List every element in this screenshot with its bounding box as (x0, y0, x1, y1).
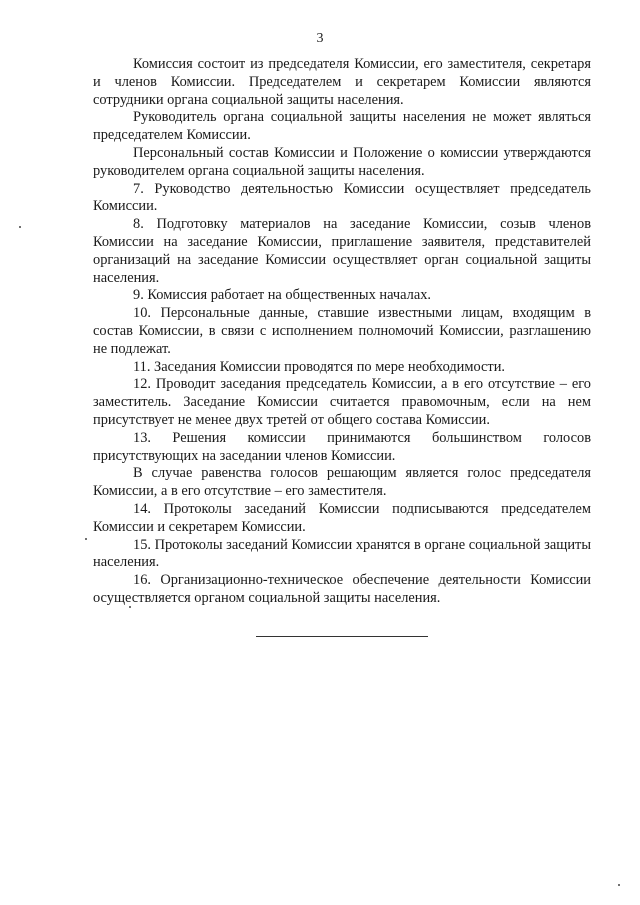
paragraph-item-8: 8. Подготовку материалов на заседание Комиссии, созыв членов Комиссии на заседание Комиссии, приглашение заявителя, представителей организаций на заседание Комиссии осуществляет орган социальной защиты населения. (93, 216, 591, 286)
paragraph-item-11: 11. Заседания Комиссии проводятся по мере необходимости. (133, 358, 506, 375)
paragraph-head-restriction: Руководитель органа социальной защиты населения не может являться председателем Комиссии. (93, 109, 591, 144)
scan-speck (19, 226, 21, 228)
paragraph-commission-composition: Комиссия состоит из председателя Комиссии, его заместителя, секретаря и членов Комиссии. Председателем и секретарем Комиссии являются сотрудники органа социальной защиты населения. (93, 56, 591, 108)
paragraph-item-9: 9. Комиссия работает на общественных началах. (133, 287, 432, 304)
closing-separator-line (256, 636, 428, 637)
paragraph-item-15: 15. Протоколы заседаний Комиссии хранятся в органе социальной защиты населения. (93, 536, 591, 571)
scan-speck (85, 538, 87, 540)
paragraph-item-16: 16. Организационно-техническое обеспечение деятельности Комиссии осуществляется органом социальной защиты населения. (93, 572, 591, 606)
paragraph-item-7: 7. Руководство деятельностью Комиссии осуществляет председатель Комиссии. (93, 180, 591, 215)
paragraph-item-13: 13. Решения комиссии принимаются большинством голосов присутствующих на заседании членов Комиссии. (93, 429, 591, 464)
document-body (93, 56, 591, 608)
page-number: 3 (316, 31, 324, 46)
paragraph-item-10: 10. Персональные данные, ставшие известными лицам, входящим в состав Комиссии, в связи с исполнением полномочий Комиссии, разглашению не подлежат. (93, 305, 591, 357)
paragraph-item-14: 14. Протоколы заседаний Комиссии подписываются председателем Комиссии и секретарем Комиссии. (93, 500, 591, 535)
paragraph-tie-vote: В случае равенства голосов решающим является голос председателя Комиссии, а в его отсутствие – его заместителя. (93, 465, 591, 500)
paragraph-personal-composition: Персональный состав Комиссии и Положение о комиссии утверждаются руководителем органа социальной защиты населения. (93, 144, 591, 179)
paragraph-item-12: 12. Проводит заседания председатель Комиссии, а в его отсутствие – его заместитель. Заседание Комиссии считается правомочным, если на нем присутствует не менее двух третей от общего состава Комиссии. (93, 376, 591, 428)
scan-speck (618, 884, 620, 886)
scan-speck (129, 606, 131, 608)
